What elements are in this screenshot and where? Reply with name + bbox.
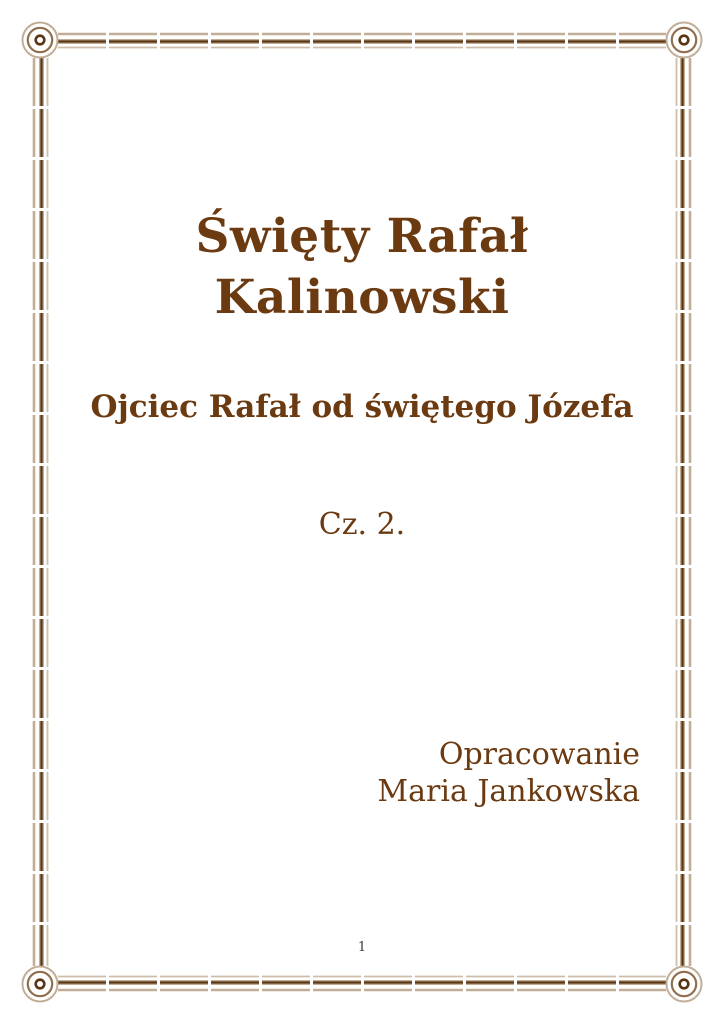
part-label: Cz. 2.: [318, 507, 406, 542]
corner-medallion-top-left: [23, 23, 58, 58]
page-number: 1: [357, 940, 367, 955]
credit-role: Opracowanie: [438, 737, 640, 772]
credit-block: [377, 737, 640, 810]
corner-medallion-bottom-right: [667, 967, 702, 1002]
document-title: [0, 206, 724, 328]
title-line-1: Święty Rafał: [195, 209, 529, 264]
credit-name: Maria Jankowska: [377, 773, 640, 809]
title-line-2: Kalinowski: [214, 270, 510, 326]
corner-medallion-bottom-left: [23, 967, 58, 1002]
document-subtitle: Ojciec Rafał od świętego Józefa: [90, 389, 634, 425]
corner-medallion-top-right: [667, 23, 702, 58]
